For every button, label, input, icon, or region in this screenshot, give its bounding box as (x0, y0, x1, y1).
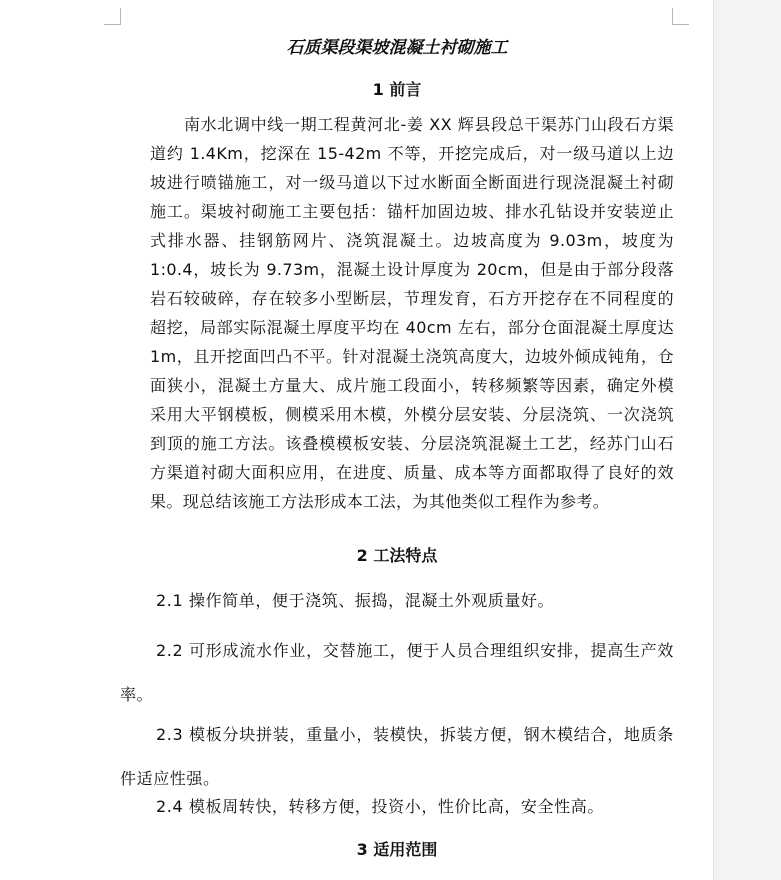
list-item: 2.3 模板分块拼装，重量小，装模快，拆装方便，钢木模结合，地质条件适应性强。 (120, 725, 674, 788)
document-title: 石质渠段渠坡混凝土衬砌施工 (286, 38, 508, 58)
list-item: 2.1 操作简单，便于浇筑、振捣，混凝土外观质量好。 (156, 591, 555, 610)
crop-mark-top-right (672, 8, 689, 25)
section-heading-2: 2 工法特点 (356, 546, 438, 565)
crop-mark-top-left (104, 8, 121, 25)
list-item: 2.4 模板周转快，转移方便，投资小，性价比高，安全性高。 (156, 797, 604, 816)
list-item: 2.2 可形成流水作业，交替施工，便于人员合理组织安排，提高生产效率。 (120, 641, 674, 704)
section-1-paragraph: 南水北调中线一期工程黄河北-姜 XX 辉县段总干渠苏门山段石方渠道约 1.4Km，挖深在 15-42m 不等，开挖完成后，对一级马道以上边坡进行喷锚施工，对一级马道以下过水断面全断面进行现浇混凝土衬砌施工。渠坡衬砌施工主要包括：锚杆加固边坡、排水孔钻设并安装逆止式排水器、挂钢筋网片、浇筑混凝土。边坡高度为 9.03m，坡度为 1:0.4，坡长为 9.73m，混凝土设计厚度为 20cm，但是由于部分段落岩石较破碎，存在较多小型断层，节理发育，石方开挖存在不同程度的超挖，局部实际混凝土厚度平均在 40cm 左右，部分仓面混凝土厚度达 1m，且开挖面凹凸不平。针对混凝土浇筑高度大，边坡外倾成钝角，仓面狭小，混凝土方量大、成片施工段面小，转移频繁等因素，确定外模采用大平钢模板，侧模采用木模，外模分层安装、分层浇筑、一次浇筑到顶的施工方法。该叠模模板安装、分层浇筑混凝土工艺，经苏门山石方渠道衬砌大面积应用，在进度、质量、成本等方面都取得了良好的效果。现总结该施工方法形成本工法，为其他类似工程作为参考。 (150, 115, 674, 511)
page-gutter (713, 0, 781, 880)
section-heading-3: 3 适用范围 (356, 840, 438, 859)
section-heading-1: 1 前言 (372, 80, 422, 99)
